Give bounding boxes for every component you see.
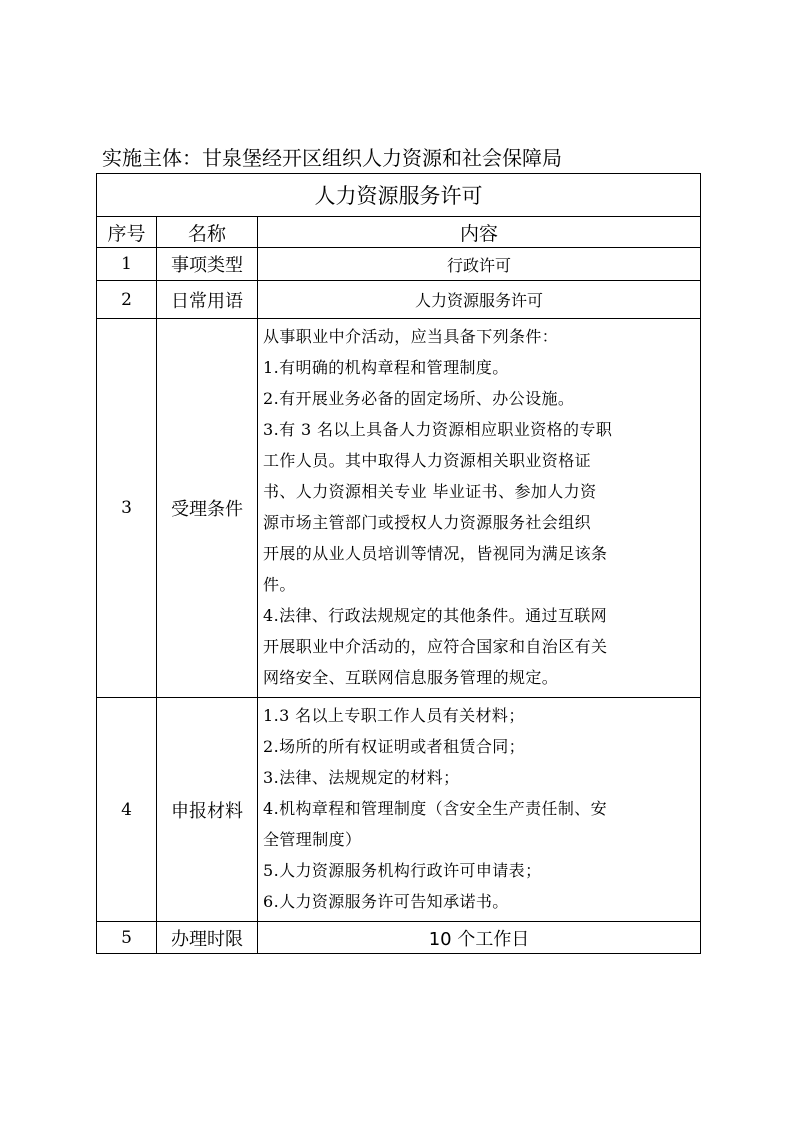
table-row — [97, 922, 701, 954]
content-line: 工作人员。其中取得人力资源相关职业资格证 — [263, 451, 592, 470]
table-row — [97, 248, 701, 281]
row-name: 日常用语 — [157, 281, 258, 319]
content-line: 书、人力资源相关专业 毕业证书、参加人力资 — [263, 482, 597, 501]
service-permit-table — [96, 173, 701, 954]
table-title-row — [97, 174, 701, 217]
content-line: 网络安全、互联网信息服务管理的规定。 — [263, 668, 559, 687]
implementer-heading: 实施主体：甘泉堡经开区组织人力资源和社会保障局 — [102, 146, 562, 170]
content-line: 开展的从业人员培训等情况，皆视同为满足该条 — [263, 544, 608, 563]
content-line: 4.法律、行政法规规定的其他条件。通过互联网 — [263, 606, 608, 625]
content-line: 1.3 名以上专职工作人员有关材料； — [263, 706, 525, 725]
row-content: 行政许可 — [258, 248, 701, 281]
content-line: 开展职业中介活动的，应符合国家和自治区有关 — [263, 637, 608, 656]
column-header-content: 内容 — [258, 217, 701, 248]
row-name: 申报材料 — [157, 698, 258, 922]
row-name: 办理时限 — [157, 922, 258, 954]
row-content — [258, 319, 701, 698]
column-header-name: 名称 — [157, 217, 258, 248]
row-content: 10 个工作日 — [258, 922, 701, 954]
row-number: 3 — [97, 319, 157, 698]
row-number: 5 — [97, 922, 157, 954]
content-line: 5.人力资源服务机构行政许可申请表； — [263, 861, 542, 880]
content-line: 2.场所的所有权证明或者租赁合同； — [263, 737, 526, 756]
column-header-number: 序号 — [97, 217, 157, 248]
table-row — [97, 698, 701, 922]
content-line: 6.人力资源服务许可告知承诺书。 — [263, 892, 509, 911]
content-line: 源市场主管部门或授权人力资源服务社会组织 — [263, 513, 592, 532]
table-title: 人力资源服务许可 — [97, 174, 701, 217]
row-content: 人力资源服务许可 — [258, 281, 701, 319]
row-number: 1 — [97, 248, 157, 281]
content-line: 从事职业中介活动，应当具备下列条件： — [263, 327, 559, 346]
table-row — [97, 281, 701, 319]
content-line: 2.有开展业务必备的固定场所、办公设施。 — [263, 389, 575, 408]
row-number: 4 — [97, 698, 157, 922]
row-content — [258, 698, 701, 922]
row-name: 事项类型 — [157, 248, 258, 281]
content-line: 3.法律、法规规定的材料； — [263, 768, 460, 787]
content-line: 件。 — [263, 575, 296, 594]
table-row — [97, 319, 701, 698]
content-line: 4.机构章程和管理制度（含安全生产责任制、安 — [263, 799, 608, 818]
content-line: 1.有明确的机构章程和管理制度。 — [263, 358, 509, 377]
content-line: 全管理制度） — [263, 830, 362, 849]
row-number: 2 — [97, 281, 157, 319]
content-line: 3.有 3 名以上具备人力资源相应职业资格的专职 — [263, 420, 613, 439]
table-header-row — [97, 217, 701, 248]
row-name: 受理条件 — [157, 319, 258, 698]
